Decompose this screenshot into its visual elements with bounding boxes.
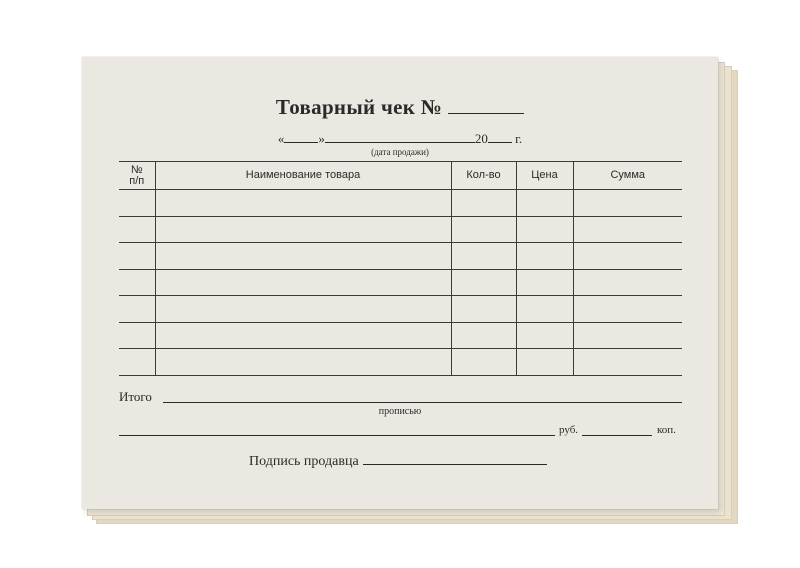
cell-row-number[interactable] [119,243,155,270]
table-row [119,216,682,243]
cell-product-name[interactable] [155,269,451,296]
cell-quantity[interactable] [451,322,516,349]
cell-sum[interactable] [573,349,682,376]
header-row-number-line2: п/п [129,174,145,187]
goods-table [119,161,682,376]
year-suffix: г. [515,131,523,146]
day-field[interactable] [284,130,318,143]
total-in-words-field[interactable] [163,402,682,403]
amount-row [119,423,682,439]
cell-row-number[interactable] [119,296,155,323]
date-close-quote: » [318,131,325,146]
header-price: Цена [516,162,573,190]
cell-price[interactable] [516,322,573,349]
cell-price[interactable] [516,296,573,323]
table-row [119,322,682,349]
cell-quantity[interactable] [451,190,516,217]
table-header-row [119,162,682,190]
table-row [119,269,682,296]
cell-sum[interactable] [573,216,682,243]
goods-table-body [119,190,682,376]
date-open-quote: « [277,131,285,146]
rub-label: руб. [559,424,579,436]
cell-row-number[interactable] [119,190,155,217]
cell-product-name[interactable] [155,349,451,376]
total-row [119,389,682,405]
cell-sum[interactable] [573,322,682,349]
cell-quantity[interactable] [451,349,516,376]
cell-product-name[interactable] [155,216,451,243]
sale-date-line [82,130,718,147]
table-row [119,349,682,376]
seller-signature-field[interactable] [363,451,547,465]
cell-quantity[interactable] [451,269,516,296]
cell-price[interactable] [516,216,573,243]
kop-field[interactable] [582,435,652,436]
cell-row-number[interactable] [119,269,155,296]
table-row [119,296,682,323]
table-row [119,190,682,217]
cell-price[interactable] [516,269,573,296]
cell-sum[interactable] [573,296,682,323]
cell-price[interactable] [516,349,573,376]
header-quantity: Кол-во [451,162,516,190]
month-field[interactable] [325,130,475,143]
cell-product-name[interactable] [155,296,451,323]
header-product-name: Наименование товара [155,162,451,190]
header-sum: Сумма [573,162,682,190]
sale-date-hint: (дата продажи) [371,147,429,157]
cell-row-number[interactable] [119,216,155,243]
header-row-number [119,162,155,190]
receipt-form-sheet [82,57,718,509]
cell-sum[interactable] [573,190,682,217]
kop-label: коп. [657,424,676,436]
in-words-hint: прописью [378,406,422,417]
cell-price[interactable] [516,190,573,217]
cell-price[interactable] [516,243,573,270]
form-title [82,95,718,120]
amount-text-field[interactable] [119,435,555,436]
year-prefix: 20 [474,131,488,146]
cell-sum[interactable] [573,243,682,270]
cell-quantity[interactable] [451,243,516,270]
cell-row-number[interactable] [119,322,155,349]
cell-row-number[interactable] [119,349,155,376]
cell-product-name[interactable] [155,322,451,349]
seller-signature-row [249,451,547,470]
cell-sum[interactable] [573,269,682,296]
cell-product-name[interactable] [155,190,451,217]
year-field[interactable] [488,130,512,143]
cell-product-name[interactable] [155,243,451,270]
cell-quantity[interactable] [451,296,516,323]
receipt-number-field[interactable] [448,97,524,114]
seller-signature-label: Подпись продавца [249,454,359,469]
form-title-text: Товарный чек № [275,95,443,119]
total-label: Итого [119,389,152,404]
cell-quantity[interactable] [451,216,516,243]
table-row [119,243,682,270]
header-row-number-line1: № [130,163,143,176]
